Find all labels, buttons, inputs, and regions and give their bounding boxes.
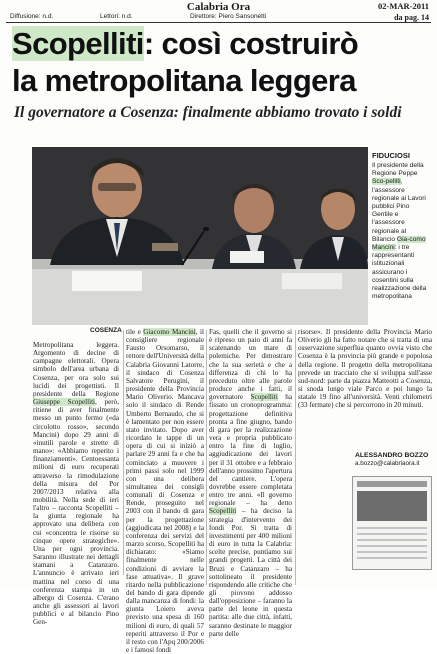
page-thumbnail [352,476,432,570]
article-column-2 [126,328,204,654]
column-text: Fas, quelli che il governo si è ripreso un paio di anni fa scatenando un mare di polemiche. Per dimostrare che la sua serietà e che a differenza di chi lo ha preceduto oltre alle parole produce anche i fatti, il governatore [209,328,292,402]
article-column-3 [209,328,292,638]
publication-name: Calabria Ora [186,1,251,13]
column-text: ha fissato un cronoprogramma: progettazione definitiva pronta a fine giugno, bando di gara per la realizzazione vera e propria pubblicato entro la fine di luglio, aggiudicazione dei lavori per il 31 ottobre e a febbraio dell'anno prossimo l'apertura del cantiere. L'opera dovrebbe essere completata entro tre anni. «Il governo regionale – ha detto [209,393,293,508]
header-rule [6,22,431,23]
caption-text [372,162,430,301]
column-highlight: Giacomo Mancini [143,328,196,336]
thumbnail-line [357,557,427,559]
caption-part: , l'assessore regionale ai Lavori pubblici Pino Gentile e l'assessore regionale al Bilancio [372,178,426,243]
publication-date: 02-MAR-2011 [378,1,429,11]
column-text: Metropolitana leggera. Argomento di decine di campagne elettorali. Opera simbolo dell'area urbana di Cosenza, per ora solo sui lucidi dei progettisti. Il presidente della Regione [33,341,119,398]
byline: ALESSANDRO BOZZO [355,452,429,459]
thumbnail-line [357,527,427,529]
thumbnail-title-bar [357,481,427,487]
thumbnail-line [357,551,427,553]
article-column-4: risorse». Il presidente della Provincia Mario Oliverio gli ha fatto notare che si tratta di una osservazione superflua quanto ovvia visto che Cosenza è la provincia più grande e popolosa della regione. Il progetto della metropolitana prevede un tracciato che si sviluppa sull'asse sud-nord: parte da piazza Matteotti a Cosenza, si snoda lungo viale Parco e poi lungo la statale 19 fino all'università. Venti chilometri (33 fermate) che si percorrono in 20 minuti. [298,328,432,410]
thumbnail-line [357,539,427,541]
thumbnail-photo [357,491,427,521]
column-divider [206,330,207,585]
thumbnail-line [357,533,427,535]
headline [12,25,432,99]
thumbnail-line [357,545,427,547]
photo-caption [372,151,430,301]
headline-line1: : così costruirò [143,26,359,61]
lettori: Lettori: n.d. [100,13,133,20]
headline-highlight: Scopelliti [12,26,144,61]
subheadline: Il governatore a Cosenza: finalmente abbiamo trovato i soldi [14,104,402,121]
column-highlight: Scopelliti [250,393,278,402]
column-highlight: Giuseppe Scopelliti [33,398,96,407]
direttore: Direttore: Piero Sansonetti [190,13,267,20]
page-reference: da pag. 14 [394,13,429,22]
headline-line2: la metropolitana leggera [12,63,356,98]
caption-part: : i tre rappresentanti istituzionali assicurano i cosentini sulla realizzazione della metropolitana [372,244,427,301]
caption-part: Il presidente della Regione Peppe [372,162,424,178]
column-highlight: Scopelliti [209,507,237,516]
column-divider [295,330,296,585]
column-text: , il consigliere regionale Fausto Orsomarso, il rettore dell'Università della Calabria Giovanni Latorre, il sindaco di Cosenza Salvatore Perugini, il presidente della Provincia Mario Oliverio. Mancava solo il sindaco di Rende Umberto Bernaudo, che si è lamentato per non essere stato invitato. Dopo aver ricordato le tappe di un opera di cui si iniziò a parlare 29 anni fa e che ha cominciato a muovere i primi passi solo nel 1999 con una delibera simultanea dei consigli comunali di Cosenza e Rende, proseguito nel 2003 con il bando di gara per la progettazione (aggiudicata nel 2008) e la conferenza dei servizi del marzo scorso, Scopelliti ha dichiarato: «Siamo finalmente nelle condizioni di avviare la fase attuativa». Il grave ritardo nella pubblicazione del bando di gara dipende dalla mancanza di fondi: la giunta Loiero aveva previsto una spesa di 160 milioni di euro, di quali 57 reperiti attraverso il Por e il resto con l'Apq 200/2006 e i famosi fondi [126,328,204,654]
caption-highlight: Gia-como Mancini [372,235,426,252]
photo-illustration [32,147,368,325]
caption-highlight: Sco-pelliti [372,178,401,186]
column-text: , però, ritiene di aver finalmente messo un punto fermo («da circolotto rosso», secondo Mancini) dopo 29 anni di «inutili parole e strette di mano»: «Abbiamo reperito i finanziamenti». Centoessanta milioni di euro recuperati attraverso la rimodulazione della misura del Por 2007/2013 relativa alla mobilità. Nella sede di ieri l'altro – racconta Scopelliti – la giunta regionale ha approvato una delibera con cui «concentra le risorse su cinque opere strategiche». Una per ogni provincia. Saranno illustrate nei dettagli stamani a Catanzaro. L'annuncio è arrivato ieri mattina nel corso di una conferenza stampa in un albergo di Cosenza. C'erano anche gli assessori ai lavori pubblici e al bilancio Pino Gen- [33,398,120,627]
article-photo [32,147,368,325]
diffusione: Diffusione: n.d. [10,13,54,20]
author-email: a.bozzo@calabriaora.it [355,460,420,467]
article-kicker: COSENZA [90,327,122,334]
column-text: tile e [126,328,144,336]
column-text: – ha deciso la strategia d'intervento dei fondi Por. Si tratta di investimenti per 400 milioni di euro in tutta la Calabria: scelte precise, puntiamo sui grandi progetti. La città dei Bruzi e Catanzaro – ha sottolineato il presidente rispondendo alle critiche che gli piovono addosso dall'opposizione – faranno la parte del leone in questa partita: alle due città, infatti, saranno destinate le maggior parte delle [209,507,292,638]
article-column-1 [33,341,119,626]
column-divider [123,330,124,575]
caption-title: FIDUCIOSI [372,151,410,160]
